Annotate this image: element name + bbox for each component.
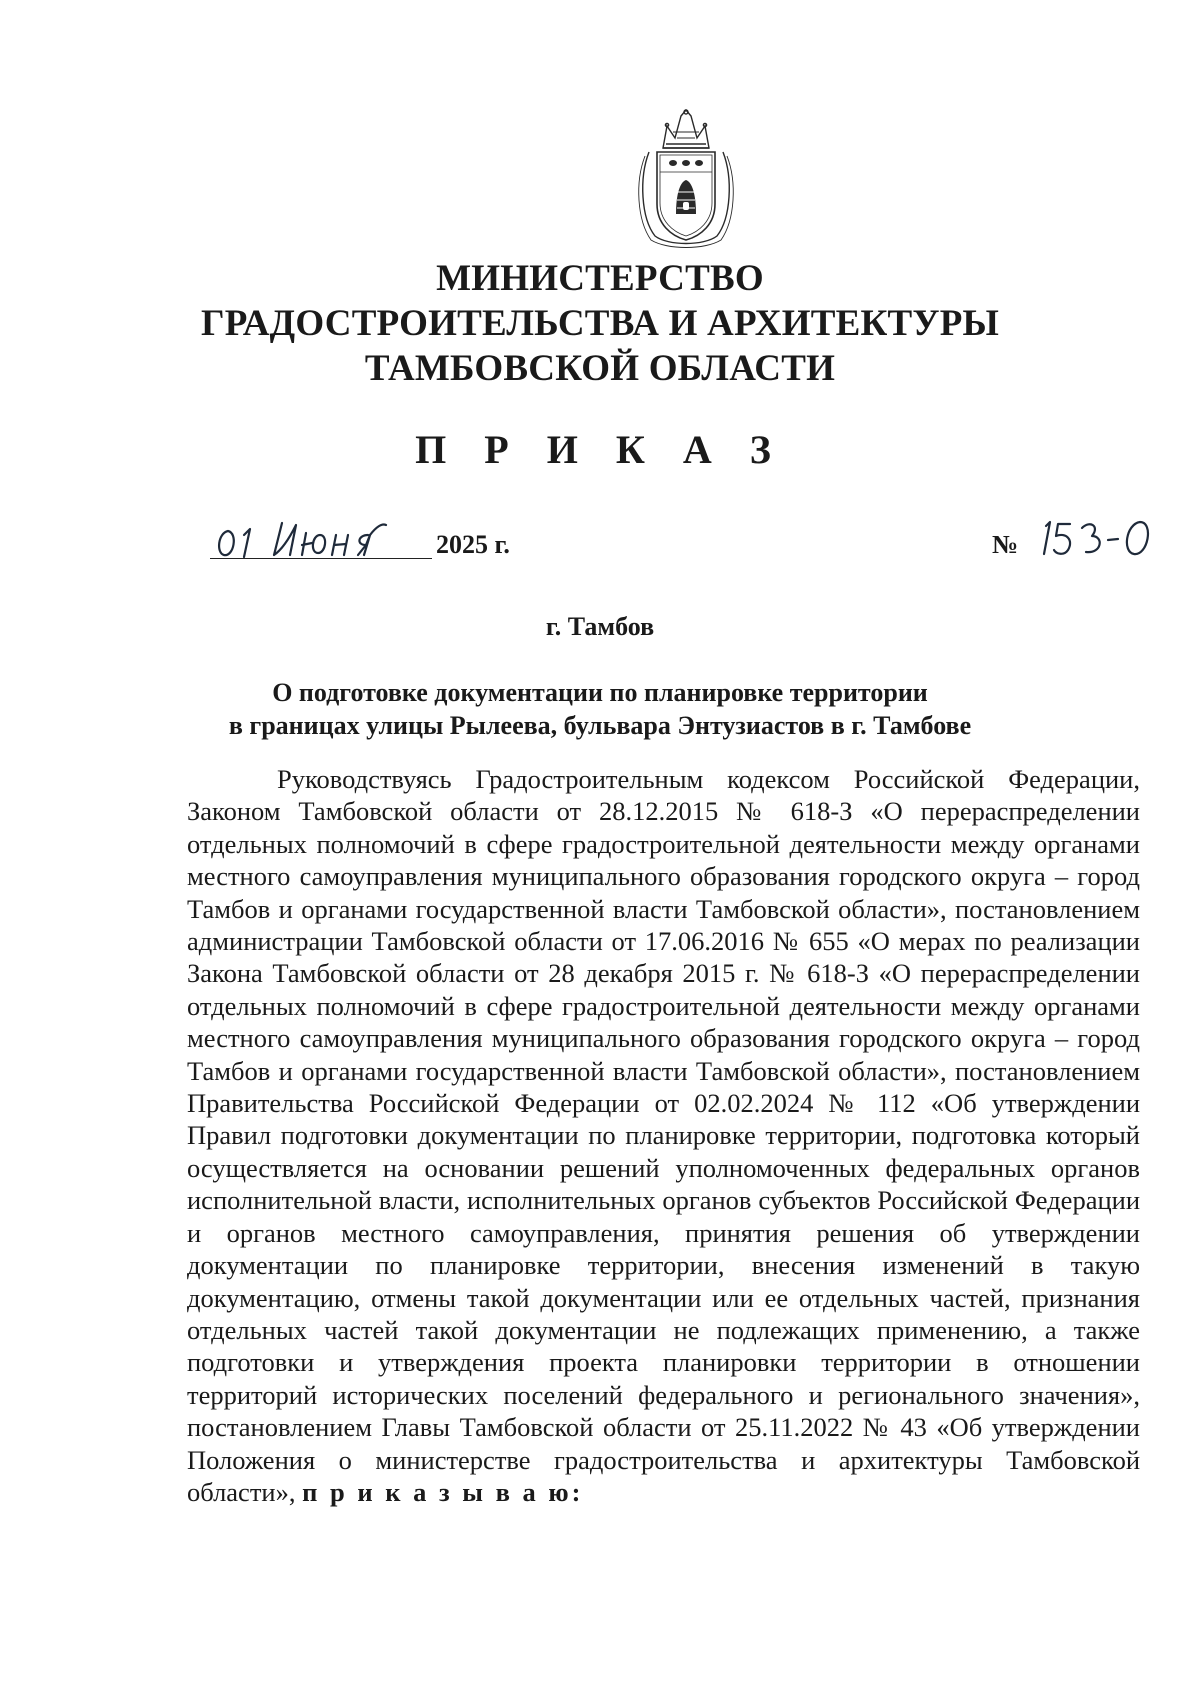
order-verb: п р и к а з ы в а ю: <box>302 1476 584 1507</box>
preamble-text: Руководствуясь Градостроительным кодексом Российской Федерации, Законом Тамбовской области от 28.12.2015 № 618-З «О перераспределении отдельных полномочий в сфере градостроительной деятельности между органами местного самоуправления муниципального образования городского округа – город Тамбов и органами государственной власти Тамбовской области», постановлением администрации Тамбовской области от 17.06.2016 № 655 «О мерах по реализации Закона Тамбовской области от 28 декабря 2015 г. № 618-З «О перераспределении отдельных полномочий в сфере градостроительной деятельности между органами местного самоуправления муниципального образования городского округа – город Тамбов и органами государственной власти Тамбовской области», постановлением Правительства Российской Федерации от 02.02.2024 № 112 «Об утверждении Правил подготовки документации по планировке территории, подготовка который осуществляется на основании решений уполномоченных федеральных органов исполнительной власти, исполнительных органов субъектов Российской Федерации и органов местного самоуправления, принятия решения об утверждении документации по планировке территории, внесения изменений в такую документацию, отмены такой документации или ее отдельных частей, признания отдельных частей такой документации не подлежащих применению, а также подготовки и утверждения проекта планировки территории в отношении территорий исторических поселений федерального и регионального значения», постановлением Главы Тамбовской области от 25.11.2022 № 43 «Об утверждении Положения о министерстве градостроительства и архитектуры Тамбовской области», <box>187 764 1140 1507</box>
city-line: г. Тамбов <box>545 612 655 641</box>
coat-of-arms-icon <box>633 108 739 248</box>
date-year: 2025 г. <box>436 530 510 559</box>
document-title-line-2: в границах улицы Рылеева, бульвара Энтузиастов в г. Тамбове <box>228 711 972 740</box>
date-underline <box>210 558 432 559</box>
handwritten-number <box>1036 514 1166 562</box>
ministry-name-line-2: ГРАДОСТРОИТЕЛЬСТВА И АРХИТЕКТУРЫ <box>200 303 1000 344</box>
document-title-line-1: О подготовке документации по планировке территории <box>272 678 928 707</box>
ministry-name-line-1: МИНИСТЕРСТВО <box>436 258 764 299</box>
preamble-paragraph <box>187 763 1140 1508</box>
ministry-name-line-3: ТАМБОВСКОЙ ОБЛАСТИ <box>364 348 836 389</box>
handwritten-date <box>210 513 430 563</box>
number-label: № <box>992 530 1019 559</box>
document-type: П Р И К А З <box>415 427 785 472</box>
